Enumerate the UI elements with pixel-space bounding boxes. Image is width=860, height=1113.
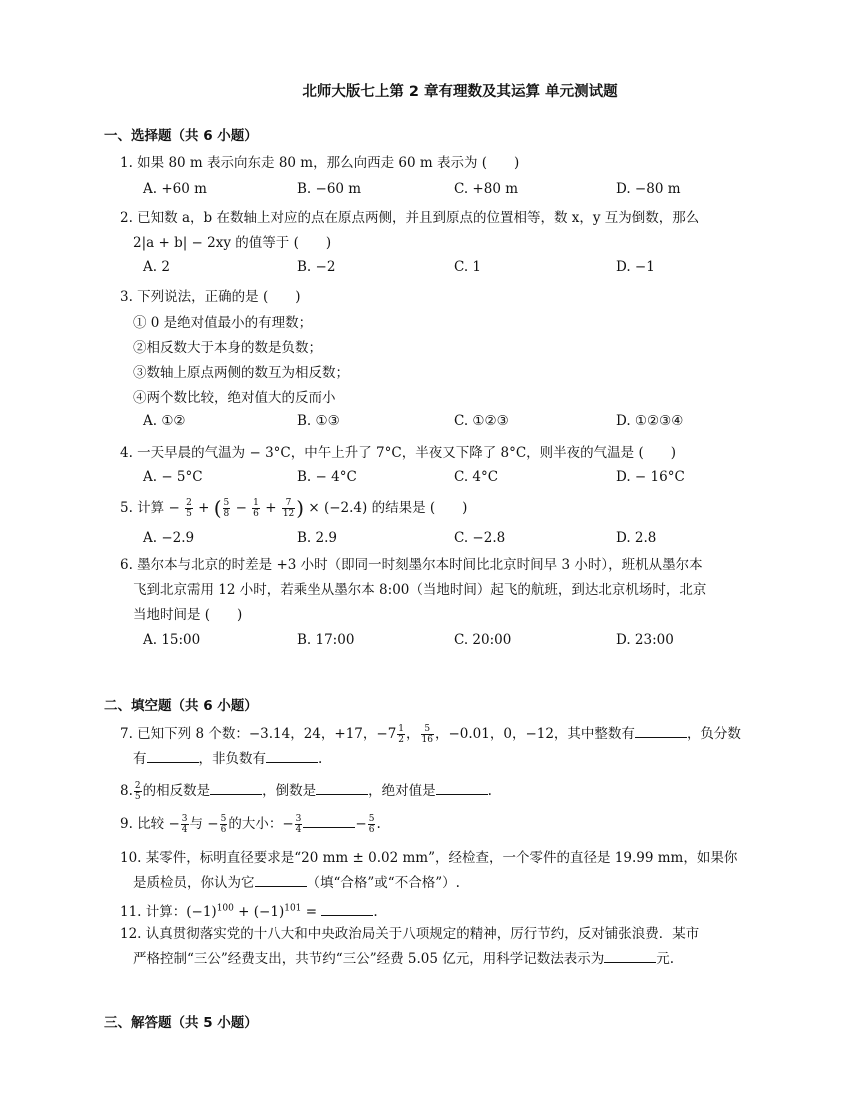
question-2-line-1: 2. 已知数 a，b 在数轴上对应的点在原点两侧，并且到原点的位置相等，数 x，y 互为倒数，那么 <box>120 210 700 226</box>
exponent: 101 <box>284 903 302 913</box>
option-c: C. −2.8 <box>454 530 506 546</box>
period: . <box>318 751 323 767</box>
option-c: C. +80 m <box>454 181 519 197</box>
question-8-text: ，倒数是 <box>262 783 317 799</box>
fraction <box>134 781 142 802</box>
option-b: B. 2.9 <box>297 530 337 546</box>
question-2-options <box>143 259 763 281</box>
fraction <box>181 814 189 835</box>
question-5: 5. 计算 − $\frac{2}{5}$ + ( $\frac{5}{8}$ − $\frac{1}{6}$ + $\frac{7}{12}$ ) × (−2.4) 的结果是 ( ) <box>120 496 468 520</box>
question-11-text: 11. 计算：(−1) <box>120 903 217 920</box>
numerator: 2 <box>186 498 192 508</box>
numerator: 5 <box>368 814 375 824</box>
option-d: D. −1 <box>616 259 655 275</box>
option-c: C. 4°C <box>454 469 499 485</box>
fraction <box>368 814 376 835</box>
denominator: 5 <box>134 792 141 802</box>
denominator: 6 <box>220 825 227 835</box>
question-5-options <box>143 530 763 552</box>
section-answer-heading: 三、解答题（共 5 小题） <box>104 1015 258 1031</box>
question-12-line-1: 12. 认真贯彻落实党的十八大和中央政治局关于八项规定的精神，厉行节约，反对铺张浪费．某市 <box>120 926 700 942</box>
answer-blank[interactable] <box>635 725 687 738</box>
question-9-text: 与 − <box>189 816 219 832</box>
question-7 <box>120 722 765 772</box>
question-7-text: 7. 已知下列 8 个数：−3.14，24，+17，−7 <box>120 726 397 742</box>
denominator: 6 <box>253 509 259 519</box>
numerator: 1 <box>398 724 405 734</box>
fraction <box>252 498 260 519</box>
question-5-prefix: 5. 计算 − <box>120 500 180 516</box>
numerator: 1 <box>253 498 259 508</box>
statement-1: ① 0 是绝对值最小的有理数； <box>133 315 313 331</box>
option-d: D. 2.8 <box>616 530 657 546</box>
numerator: 5 <box>220 814 227 824</box>
fraction <box>223 498 231 519</box>
option-a: A. 2 <box>143 259 170 275</box>
numerator: 3 <box>295 814 302 824</box>
minus-sign: − <box>235 500 247 516</box>
option-d: D. ①②③④ <box>616 413 684 429</box>
question-9-text: 的大小：− <box>228 816 294 832</box>
answer-blank[interactable] <box>321 903 373 916</box>
question-6-line-2: 飞到北京需用 12 小时，若乘坐从墨尔本 8:00（当地时间）起飞的航班，到达北京机场时，北京 <box>133 582 707 598</box>
option-c: C. 1 <box>454 259 482 275</box>
fraction <box>397 724 405 745</box>
question-11-text: + (−1) <box>233 903 285 920</box>
question-12-text: 严格控制“三公”经费支出，共节约“三公”经费 5.05 亿元，用科学记数法表示为 <box>133 951 605 967</box>
numerator: 7 <box>282 498 295 509</box>
denominator: 5 <box>186 509 192 519</box>
question-5-suffix: × (−2.4) 的结果是 ( ) <box>308 500 468 516</box>
option-d: D. −80 m <box>616 181 681 197</box>
question-6 <box>120 553 765 628</box>
question-3 <box>120 285 765 310</box>
question-1-text: 1. 如果 80 m 表示向东走 80 m，那么向西走 60 m 表示为 ( ) <box>120 155 520 171</box>
question-7-text: ，−0.01，0，−12，其中整数有 <box>434 726 635 742</box>
option-a: A. − 5°C <box>143 469 203 485</box>
period: . <box>376 816 381 832</box>
numerator: 2 <box>134 781 141 791</box>
statement-4: ④两个数比较，绝对值大的反而小 <box>133 390 336 406</box>
question-7-text: ，非负数有 <box>198 751 266 767</box>
question-6-line-1: 6. 墨尔本与北京的时差是 +3 小时（即同一时刻墨尔本时间比北京时间早 3 小时），班机从墨尔本 <box>120 557 703 573</box>
option-b: B. 17:00 <box>297 632 355 648</box>
answer-blank[interactable] <box>316 782 368 795</box>
section-fill-heading: 二、填空题（共 6 小题） <box>104 698 258 714</box>
question-8 <box>120 779 765 804</box>
section-choice-heading: 一、选择题（共 6 小题） <box>104 128 258 144</box>
question-4-options <box>143 469 763 491</box>
numerator: 3 <box>181 814 188 824</box>
option-c: C. 20:00 <box>454 632 512 648</box>
option-d: D. − 16°C <box>616 469 685 485</box>
question-11 <box>120 896 765 925</box>
question-10-text: 是质检员，你认为它 <box>133 875 255 891</box>
denominator: 6 <box>368 825 375 835</box>
question-6-options <box>143 632 763 654</box>
answer-blank[interactable] <box>147 750 199 763</box>
question-8-text: ，绝对值是 <box>368 783 436 799</box>
equals-sign: = <box>301 903 322 920</box>
fraction <box>185 498 193 519</box>
question-10-text: （填“合格”或“不合格”）. <box>306 875 460 891</box>
denominator: 8 <box>223 509 230 519</box>
period: . <box>373 903 378 920</box>
question-10 <box>120 846 765 896</box>
exponent: 100 <box>216 903 234 913</box>
option-b: B. −2 <box>297 259 336 275</box>
question-8-text: 的相反数是 <box>142 783 211 799</box>
question-9-text: 9. 比较 − <box>120 816 180 832</box>
denominator: 2 <box>398 735 405 745</box>
question-9 <box>120 812 765 837</box>
denominator: 12 <box>282 509 295 519</box>
option-a: A. ①② <box>143 413 186 429</box>
option-b: B. −60 m <box>297 181 362 197</box>
comma: ， <box>406 726 420 742</box>
option-d: D. 23:00 <box>616 632 674 648</box>
question-10-line-1: 10. 某零件，标明直径要求是“20 mm ± 0.02 mm”，经检查，一个零件的直径是 19.99 mm，如果你 <box>120 850 738 866</box>
minus-sign: − <box>355 816 367 832</box>
question-1-options <box>143 181 763 203</box>
answer-blank[interactable] <box>303 815 355 828</box>
question-3-text: 3. 下列说法，正确的是 ( ) <box>120 289 301 305</box>
question-6-line-3: 当地时间是 ( ) <box>133 607 243 623</box>
denominator: 4 <box>181 825 188 835</box>
page-title: 北师大版七上第 2 章有理数及其运算 单元测试题 <box>302 84 618 100</box>
numerator: 5 <box>421 724 434 735</box>
question-7-text: ，负分数 <box>686 726 741 742</box>
question-1 <box>120 151 765 176</box>
statement-3: ③数轴上原点两侧的数互为相反数； <box>133 365 349 381</box>
option-a: A. 15:00 <box>143 632 201 648</box>
question-2-line-2: 2|a + b| − 2xy 的值等于 ( ) <box>133 235 332 251</box>
plus-sign: + <box>198 500 210 516</box>
option-a: A. +60 m <box>143 181 207 197</box>
option-a: A. −2.9 <box>143 530 195 546</box>
answer-blank[interactable] <box>255 874 307 887</box>
question-3-options <box>143 413 763 435</box>
question-4-text: 4. 一天早晨的气温为 − 3°C，中午上升了 7°C，半夜又下降了 8°C，则半夜的气温是 ( ) <box>120 445 676 461</box>
answer-blank[interactable] <box>604 950 656 963</box>
option-c: C. ①②③ <box>454 413 509 429</box>
option-b: B. − 4°C <box>297 469 357 485</box>
statement-2: ②相反数大于本身的数是负数； <box>133 340 322 356</box>
fraction <box>421 724 434 745</box>
fraction <box>282 498 295 519</box>
answer-blank[interactable] <box>436 782 488 795</box>
option-b: B. ①③ <box>297 413 340 429</box>
denominator: 16 <box>421 735 433 745</box>
answer-blank[interactable] <box>266 750 318 763</box>
question-2 <box>120 206 765 256</box>
numerator: 5 <box>223 498 230 508</box>
question-12 <box>120 922 765 972</box>
period: . <box>487 783 492 799</box>
denominator: 4 <box>295 825 302 835</box>
question-12-text: 元. <box>656 951 675 967</box>
plus-sign: + <box>265 500 277 516</box>
fraction <box>220 814 228 835</box>
answer-blank[interactable] <box>210 782 262 795</box>
question-7-text: 有 <box>133 751 147 767</box>
question-8-number: 8. <box>120 783 133 799</box>
question-4 <box>120 441 765 466</box>
fraction <box>295 814 303 835</box>
